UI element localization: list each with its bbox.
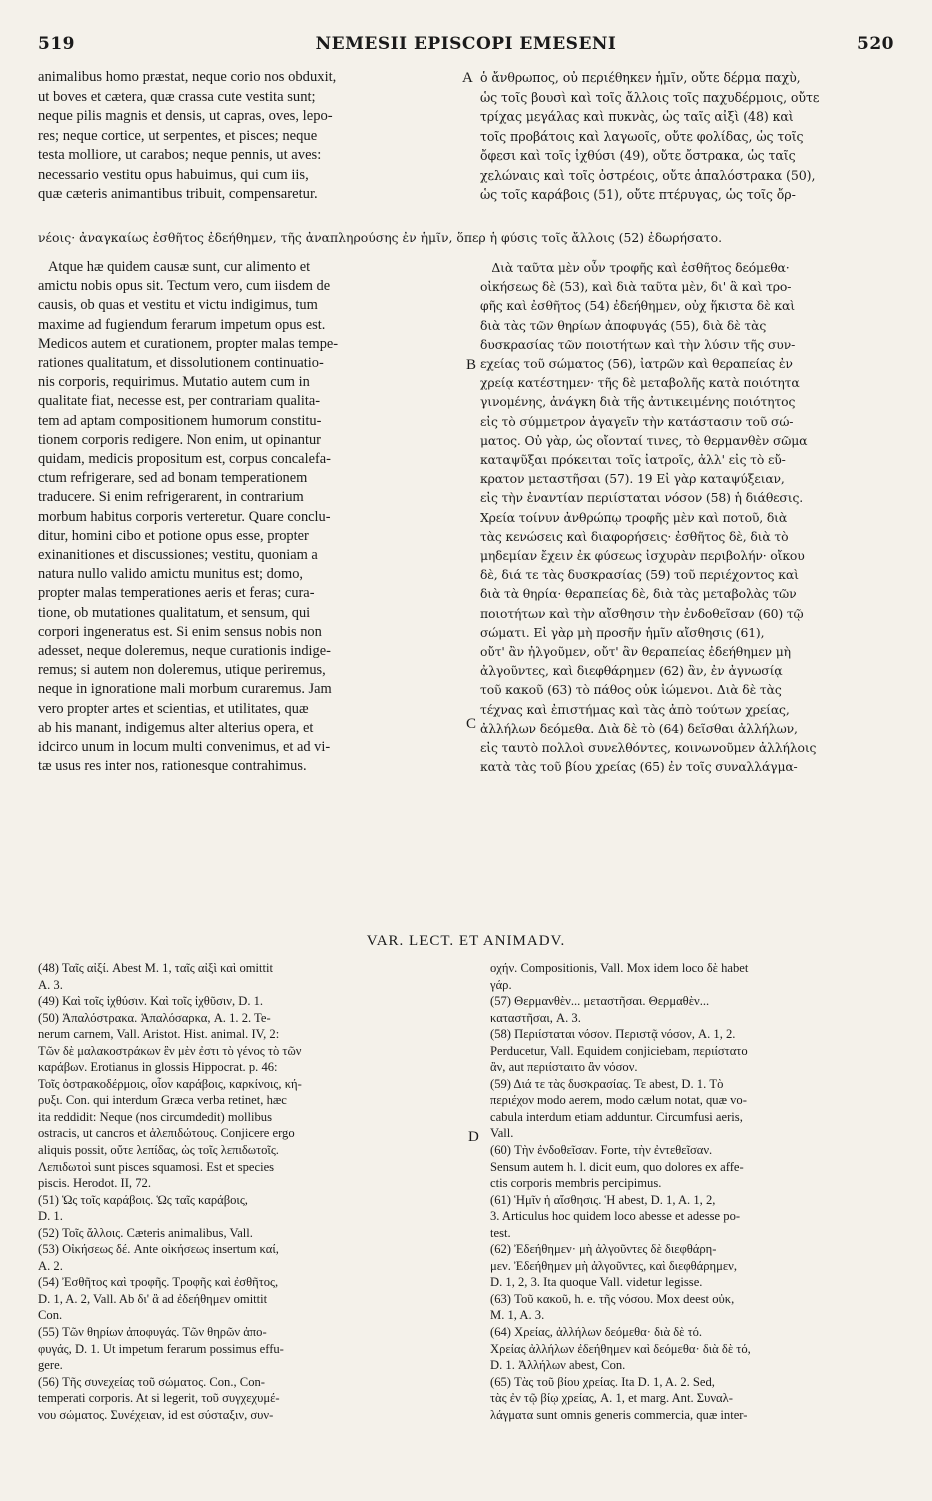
latin-column-top: animalibus homo præstat, neque corio nos obduxit, ut boves et cætera, quæ crassa cute vestita sunt; neque pilis magnis et densis, ut capras, oves, lepo- res; neque cortice, ut serpentes, et pisces; neque testa molliore, ut carabos; neque pennis, ut aves: necessario vestitu opus habuimus, qui cum iis, quæ cæteris animantibus tribuit, compensaretur.: [38, 69, 337, 202]
greek-column-main: Διὰ ταῦτα μὲν οὖν τροφῆς καὶ ἐσθῆτος δεόμεθα· οἰκήσεως δὲ (53), καὶ διὰ ταῦτα μὲν, δι' ἃ καὶ τρο- φῆς καὶ ἐσθῆτος (54) ἐδεήθημεν, οὐχ ἥκιστα δὲ καὶ διὰ τὰς τῶν θηρίων ἀποφυγάς (55), διὰ δὲ τὰς δυσκρασίας τῶν ποιοτήτων καὶ τὴν λύσιν τῆς συν- εχείας τοῦ σώματος (56), ἰατρῶν καὶ θεραπείας ἐν χρείᾳ κατέστημεν· τῆς δὲ μεταβολῆς κατὰ ποιότητα γινομένης, ἀνάγκη διὰ τῆς ἀντικειμένης ποιότητος εἰς τὸ σύμμετρον ἀγαγεῖν τὴν κατάστασιν τοῦ σώ- ματος. Οὐ γὰρ, ὡς οἴονταί τινες, τὸ θερμανθὲν σῶμα καταψῦξαι πρόκειται τοῖς ἰατροῖς, ἀλλ' εἰς τὸ εὔ- κρατον μεταστῆσαι (57). 19 Εἰ γὰρ καταψύξειαν, εἰς τὴν ἐναντίαν περιίσταται νόσον (58) ἡ διάθεσις. Χρεία τοίνυν ἀνθρώπῳ τροφῆς μὲν καὶ ποτοῦ, διὰ τὰς κενώσεις καὶ διαφορήσεις· ἐσθῆτος δὲ, διὰ τὸ μηδεμίαν ἔχειν ἐκ φύσεως ἰσχυρὰν περιβολήν· οἴκου δὲ, διά τε τὰς δυσκρασίας (59) τοῦ περιέχοντος καὶ διὰ τὰ θηρία· θεραπείας δὲ, διὰ τὰς μεταβολὰς τῶν ποιοτήτων καὶ τὴν αἴσθησιν τὴν ἐνδοθεῖσαν (60) τῷ σώματι. Εἰ γὰρ μὴ προσῆν ἡμῖν αἴσθησις (61), οὔτ' ἂν ἠλγοῦμεν, οὔτ' ἂν θεραπείας ἐδεήθημεν μὴ ἀλγοῦντες, καὶ διεφθάρημεν (62) ἂν, ἐν ἀγνωσίᾳ τοῦ κακοῦ (63) τὸ πάθος οὐκ ἰώμενοι. Διὰ δὲ τὰς τέχνας καὶ ἐπιστήμας καὶ τὰς ἀπὸ τούτων χρείας, ἀλλήλων δεόμεθα. Διὰ δὲ τὸ (64) δεῖσθαι ἀλλήλων, εἰς ταυτὸ πολλοὶ συνελθόντες, κοινωνοῦμεν ἀλλήλοις κατὰ τὰς τοῦ βίου χρείας (65) ἐν τοῖς συναλλάγμα-: [480, 260, 817, 775]
page-number-right: 520: [857, 34, 894, 54]
page-number-left: 519: [38, 34, 75, 54]
running-header: [38, 34, 894, 60]
margin-letter-c: C: [466, 716, 477, 732]
greek-column-top: ὁ ἄνθρωπος, οὐ περιέθηκεν ἡμῖν, οὔτε δέρμα παχὺ, ὡς τοῖς βουσὶ καὶ τοῖς ἄλλοις τοῖς παχυδέρμοις, οὔτε τρίχας μεγάλας καὶ πυκνὰς, ὡς ταῖς αἰξὶ (48) καὶ τοῖς προβάτοις καὶ λαγωοῖς, οὔτε φολίδας, ὡς τοῖς ὄφεσι καὶ τοῖς ἰχθύσι (49), οὔτε ὄστρακα, ὡς ταῖς χελώναις καὶ τοῖς ὀστρέοις, οὔτε ἁπαλόστρακα (50), ὡς τοῖς καράβοις (51), οὔτε πτέρυγας, ὡς τοῖς ὄρ-: [480, 70, 820, 202]
footnotes-right-column: οχήν. Compositionis, Vall. Mox idem loco δὲ habet γάρ. (57) Θερμανθὲν... μεταστῆσαι. Θερμαθὲν... καταστῆσαι, A. 3. (58) Περιίσταται νόσον. Περιστᾷ νόσον, A. 1, 2. Perducetur, Vall. Equidem conjiciebam, περιίστατο ἂν, aut περιίσταιτο ἂν νόσον. (59) Διά τε τὰς δυσκρασίας. Τε abest, D. 1. Τὸ περιέχον modo aerem, modo cælum notat, quæ vo- cabula interdum etiam adduntur. Circumfusi aeris, Vall. (60) Τὴν ἐνδοθεῖσαν. Forte, τὴν ἐντεθεῖσαν. Sensum autem h. l. dicit eum, quo dolores ex affe- ctis corporis membris percipimus. (61) Ἡμῖν ἡ αἴσθησις. Ἡ abest, D. 1, A. 1, 2, 3. Articulus hoc quidem loco abesse et adesse po- test. (62) Ἐδεήθημεν· μὴ ἀλγοῦντες δὲ διεφθάρη- μεν. Ἐδεήθημεν μὴ ἀλγοῦντες, καὶ διεφθάρημεν, D. 1, 2, 3. Ita quoque Vall. videtur legisse. (63) Τοῦ κακοῦ, h. e. τῆς νόσου. Mox deest οὐκ, M. 1, A. 3. (64) Χρείας, ἀλλήλων δεόμεθα· διὰ δὲ τό. Χρείας ἀλλήλων ἐδεήθημεν καὶ δεόμεθα· διὰ δὲ τό, D. 1. Ἀλλήλων abest, Con. (65) Τὰς τοῦ βίου χρείας. Ita D. 1, A. 2. Sed, τὰς ἐν τῷ βίῳ χρείας, A. 1, et marg. Ant. Συναλ- λάγματα sunt omnis generis commercia, quæ inter-: [490, 961, 751, 1422]
margin-letter-d: D: [468, 1129, 479, 1145]
variant-readings-heading: VAR. LECT. ET ANIMADV.: [366, 933, 566, 949]
footnotes-left-column: (48) Ταῖς αἰξί. Abest M. 1, ταῖς αἰξὶ καὶ omittit A. 3. (49) Καὶ τοῖς ἰχθύσιν. Καὶ τοῖς ἰχθῦσιν, D. 1. (50) Ἁπαλόστρακα. Ἁπαλόσαρκα, A. 1. 2. Te- nerum carnem, Vall. Aristot. Hist. animal. IV, 2: Τῶν δὲ μαλακοστράκων ἓν μὲν ἐστι τὸ γένος τὸ τῶν καράβων. Erotianus in glossis Hippocrat. p. 46: Τοῖς ὀστρακοδέρμοις, οἷον καράβοις, καρκίνοις, κή- ρυξι. Con. qui interdum Græca verba retinet, hæc ita reddidit: Neque (nos circumdedit) mollibus ostracis, ut cancros et ἀλεπιδώτους. Conjicere ergo aliquis possit, οὔτε λεπίδας, ὡς τοῖς λεπιδωτοῖς. Λεπιδωτοὶ sunt pisces squamosi. Est et species piscis. Herodot. II, 72. (51) Ὡς τοῖς καράβοις. Ὡς ταῖς καράβοις, D. 1. (52) Τοῖς ἄλλοις. Cæteris animalibus, Vall. (53) Οἰκήσεως δέ. Ante οἰκήσεως insertum καί, A. 2. (54) Ἐσθῆτος καὶ τροφῆς. Τροφῆς καὶ ἐσθῆτος, D. 1, A. 2, Vall. Ab δι' ἃ ad ἐδεήθημεν omittit Con. (55) Τῶν θηρίων ἀποφυγάς. Τῶν θηρῶν ἀπο- φυγάς, D. 1. Ut impetum ferarum possimus effu- gere. (56) Τῆς συνεχείας τοῦ σώματος. Con., Con- temperati corporis. At si legerit, τοῦ συγχεχυμέ- νου σώματος. Συνέχειαν, id est σύσταξιν, συν-: [38, 961, 302, 1422]
latin-column-main: Atque hæ quidem causæ sunt, cur alimento et amictu nobis opus sit. Tectum vero, cum iisdem de causis, ob quas et vestitu et victu indigimus, tum maxime ad fugiendum ferarum impetum opus est. Medicos autem et curationem, propter malas tempe- rationes qualitatum, et dissolutionem continuatio- nis corporis, requirimus. Mutatio autem cum in qualitate fiat, necesse est, per contrariam qualita- tem ad aptam compositionem humorum constitu- tionem corporis redigere. Non enim, ut opinantur quidam, medicis propositum est, corpus concalefa- ctum refrigerare, sed ad bonam temperationem traducere. Si enim refrigerarent, in contrarium morbum habitus corporis verteretur. Quare conclu- ditur, homini cibo et potione opus esse, propter exinanitiones et discussiones; vestitu, quoniam a natura nullo valido amictu munitus est; domo, propter malas temperationes aeris et feras; cura- tione, ob mutationes qualitatum, et sensum, qui corpori ingeneratus est. Si enim sensus nobis non adesset, neque doleremus, neque curationis indige- remus; si autem non doleremus, utique periremus, neque in ignoratione mali morbum curaremus. Jam vero propter artes et scientias, et utilitates, quæ ab his manant, indigemus alter alterius opera, et idcirco unum in locum multi convenimus, et ad vi- tæ usus res inter nos, rationesque contrahimus.: [38, 259, 339, 775]
running-title: NEMESII EPISCOPI EMESENI: [315, 34, 617, 54]
margin-letter-a: A: [462, 70, 473, 86]
margin-letter-b: B: [466, 357, 477, 373]
greek-spanning-line: νέοις· ἀναγκαίως ἐσθῆτος ἐδεήθημεν, τῆς ἀναπληρούσης ἐν ἡμῖν, ὅπερ ἡ φύσις τοῖς ἄλλοις (52) ἐδωρήσατο.: [38, 230, 723, 245]
